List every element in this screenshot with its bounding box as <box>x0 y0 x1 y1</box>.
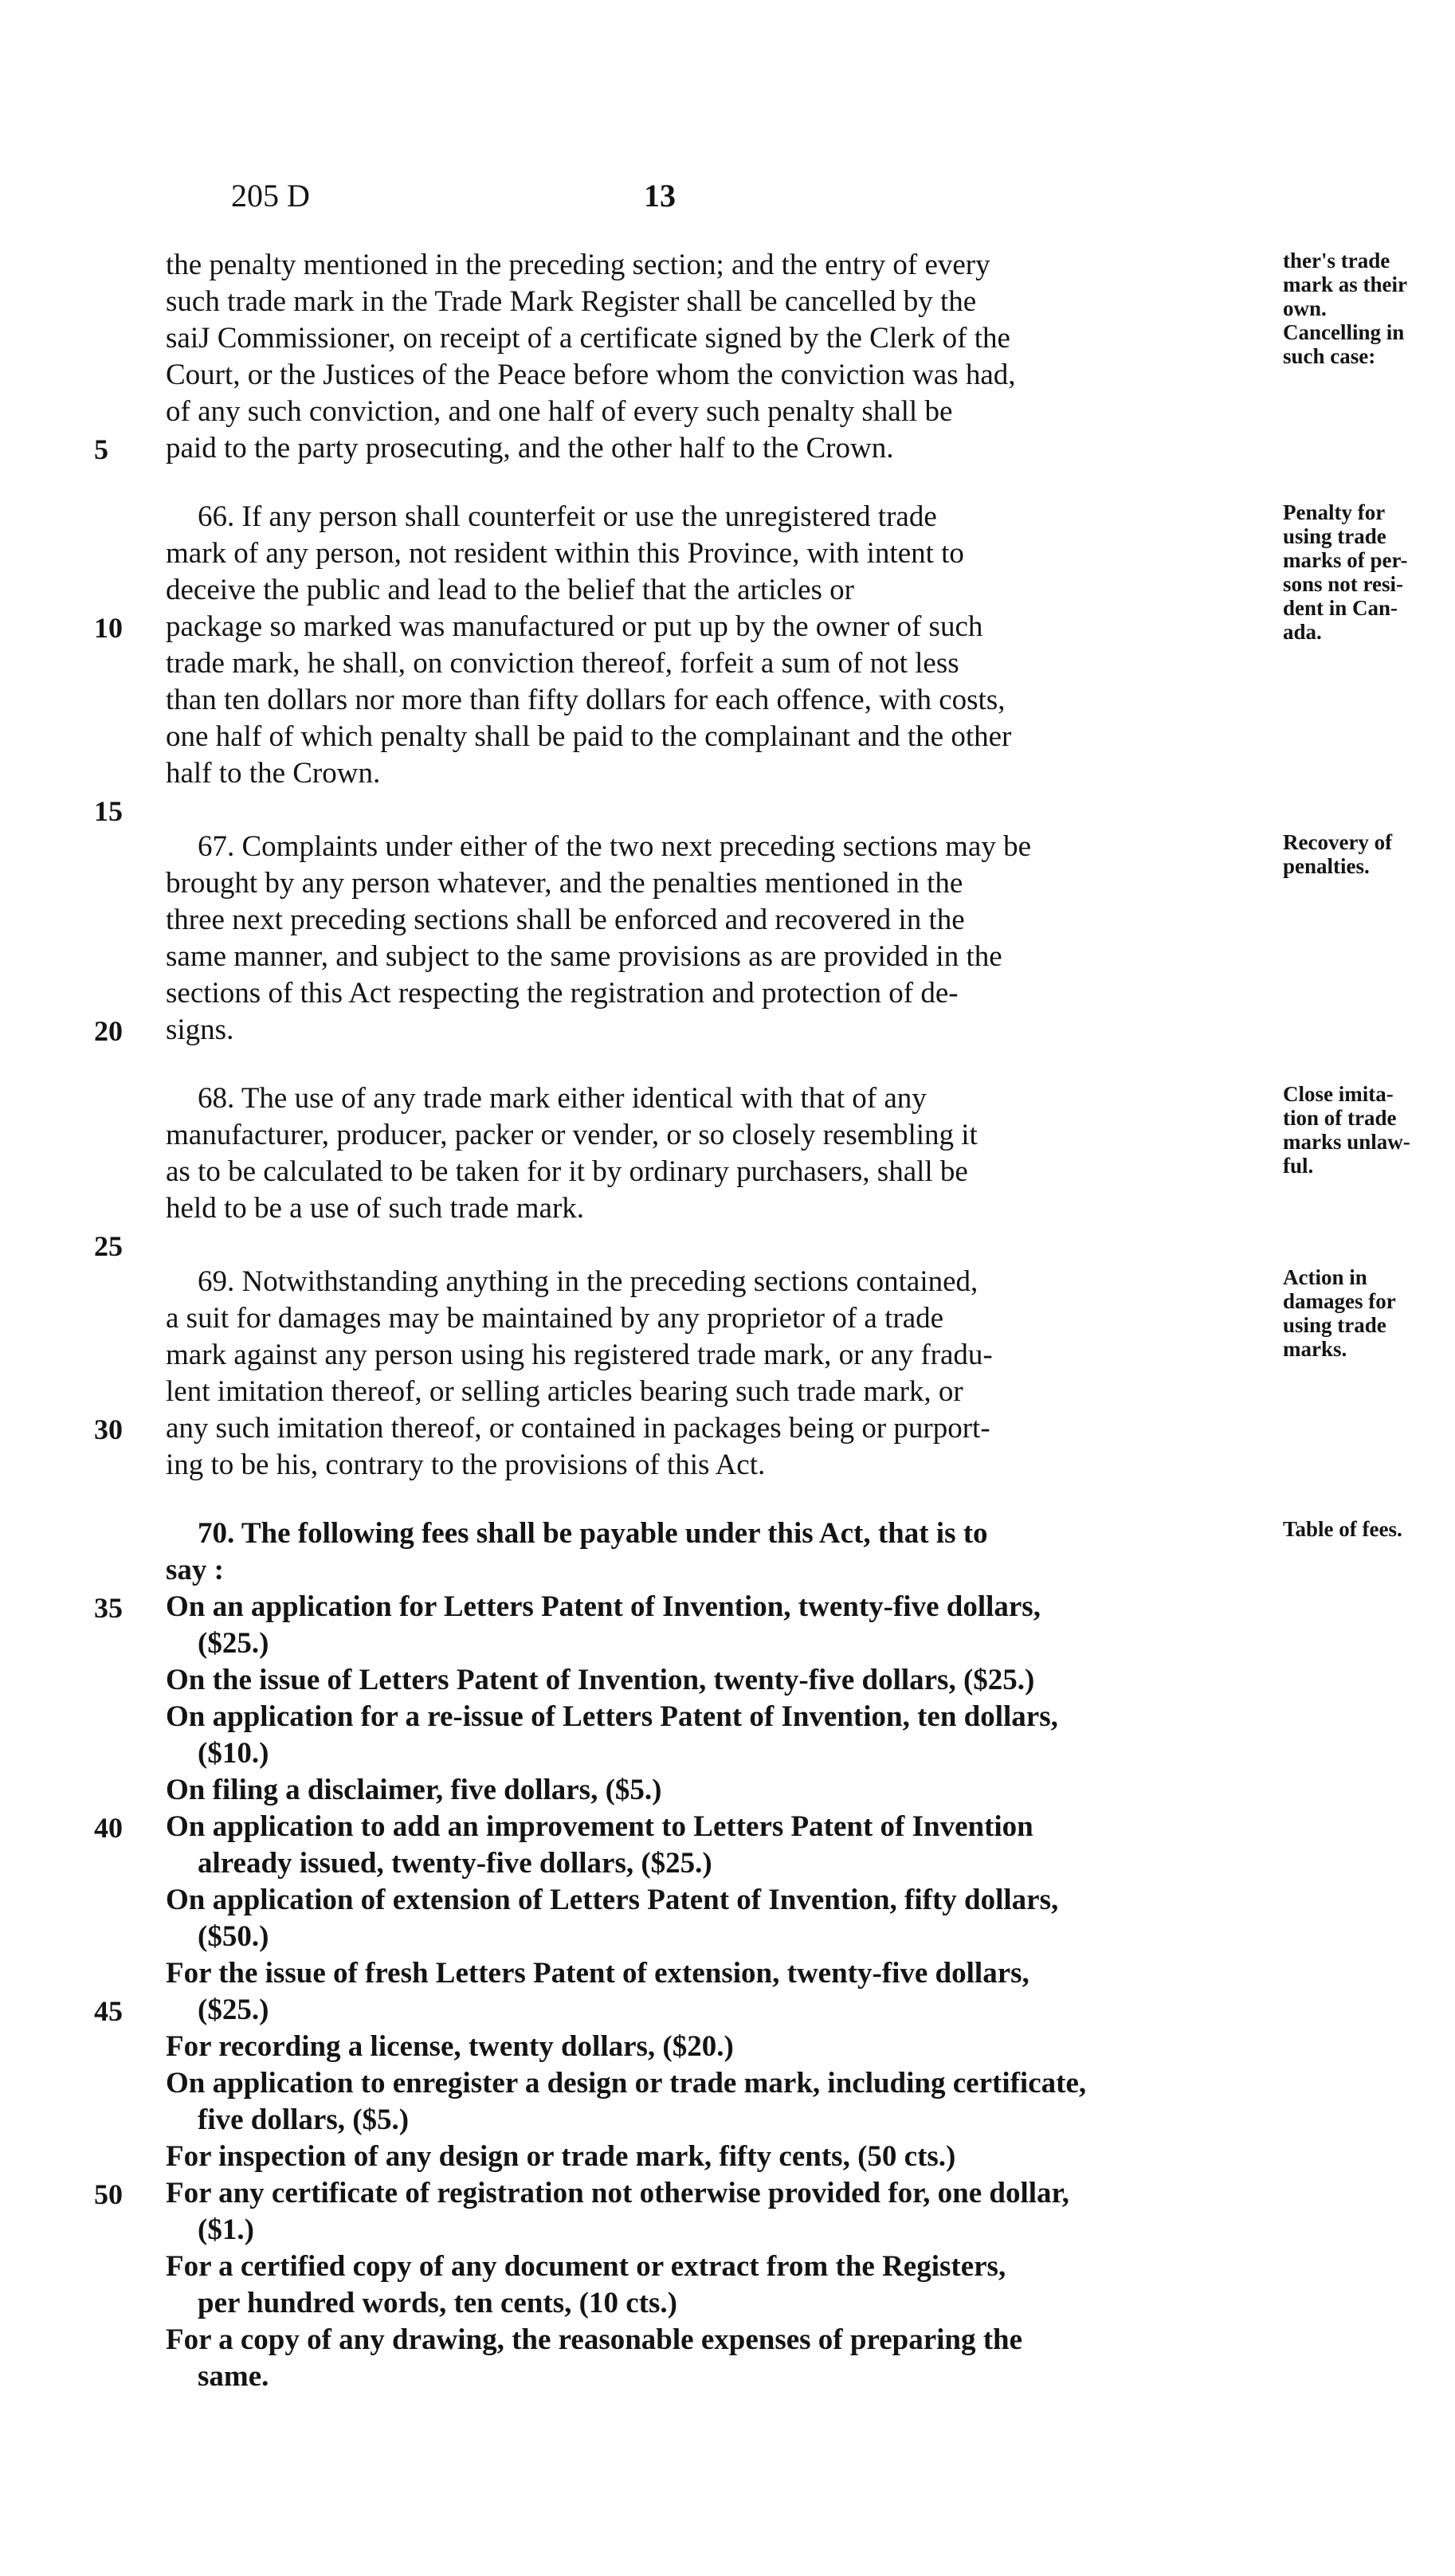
fee-line: For the issue of fresh Letters Patent of extension, twenty-five dollars, <box>166 1957 1029 1990</box>
line-number: 20 <box>94 1015 123 1047</box>
page-number: 13 <box>644 178 676 214</box>
text-line: 68. The use of any trade mark either identical with that of any <box>198 1082 927 1115</box>
text-line: Court, or the Justices of the Peace before whom the conviction was had, <box>166 359 1016 391</box>
text-line: package so marked was manufactured or put up by the owner of such <box>166 610 983 643</box>
text-line: ing to be his, contrary to the provisions of this Act. <box>166 1449 766 1481</box>
fee-amount: ($1.) <box>198 2213 254 2246</box>
line-number: 50 <box>94 2178 123 2210</box>
text-line: say : <box>166 1554 224 1586</box>
fee-line: On application of extension of Letters Patent of Invention, fifty dollars, <box>166 1884 1059 1916</box>
text-line: one half of which penalty shall be paid to the complainant and the other <box>166 720 1012 753</box>
line-number: 25 <box>94 1230 123 1262</box>
text-line: the penalty mentioned in the preceding section; and the entry of every <box>166 249 990 281</box>
fee-line: already issued, twenty-five dollars, ($25.) <box>198 1847 712 1880</box>
text-line: three next preceding sections shall be enforced and recovered in the <box>166 904 965 936</box>
fee-amount: five dollars, ($5.) <box>198 2104 410 2136</box>
fee-line: For any certificate of registration not otherwise provided for, one dollar, <box>166 2177 1069 2209</box>
text-line: half to the Crown. <box>166 757 381 790</box>
line-number: 35 <box>94 1592 123 1624</box>
section-70-fees <box>94 1515 1402 2395</box>
fee-line: On filing a disclaimer, five dollars, ($5.) <box>166 1774 662 1806</box>
text-line: mark against any person using his registered trade mark, or any fradu- <box>166 1339 993 1371</box>
fee-line: For recording a license, twenty dollars, ($20.) <box>166 2030 734 2063</box>
text-line: 66. If any person shall counterfeit or use the unregistered trade <box>198 500 937 533</box>
sidenote-penalty: Penalty for using trade marks of per- sons not resi- dent in Can- ada. <box>1283 500 1408 644</box>
fee-line: On application for a re-issue of Letters Patent of Invention, ten dollars, <box>166 1700 1058 1733</box>
sidenote-action: Action in damages for using trade marks. <box>1283 1265 1396 1361</box>
fee-line: On the issue of Letters Patent of Invention, twenty-five dollars, ($25.) <box>166 1664 1035 1696</box>
fee-amount: ($50.) <box>198 1920 269 1953</box>
text-line: brought by any person whatever, and the penalties mentioned in the <box>166 867 963 900</box>
fee-line: For a copy of any drawing, the reasonable expenses of preparing the <box>166 2323 1023 2356</box>
fee-line: For a certified copy of any document or extract from the Registers, <box>166 2250 1006 2283</box>
sidenote-cancelling: ther's trade mark as their own. Cancelling in such case: <box>1283 249 1407 368</box>
text-line: manufacturer, producer, packer or vender, or so closely resembling it <box>166 1119 978 1151</box>
fee-line: For inspection of any design or trade mark, fifty cents, (50 cts.) <box>166 2140 956 2173</box>
section-69 <box>94 1264 1396 1484</box>
text-line: 69. Notwithstanding anything in the preceding sections contained, <box>198 1265 978 1298</box>
text-line: such trade mark in the Trade Mark Register shall be cancelled by the <box>166 285 977 318</box>
text-line: of any such conviction, and one half of every such penalty shall be <box>166 395 953 428</box>
text-line: saiJ Commissioner, on receipt of a certificate signed by the Clerk of the <box>166 322 1010 355</box>
text-line: same manner, and subject to the same provisions as are provided in the <box>166 940 1002 973</box>
text-line: sections of this Act respecting the registration and protection of de- <box>166 977 959 1010</box>
text-line: as to be calculated to be taken for it by ordinary purchasers, shall be <box>166 1155 968 1188</box>
fee-amount: ($25.) <box>198 1627 269 1660</box>
page-header <box>0 177 1455 225</box>
fee-line: On application to add an improvement to Letters Patent of Invention <box>166 1810 1033 1843</box>
statute-body <box>94 247 1410 2395</box>
section-65-continued <box>94 247 1407 467</box>
text-line: any such imitation thereof, or contained in packages being or purport- <box>166 1412 990 1445</box>
sidenote-recovery: Recovery of penalties. <box>1283 830 1393 878</box>
fee-line: On an application for Letters Patent of Invention, twenty-five dollars, <box>166 1590 1041 1623</box>
text-line: a suit for damages may be maintained by any proprietor of a trade <box>166 1302 944 1335</box>
line-number: 5 <box>94 433 108 465</box>
fee-amount: ($10.) <box>198 1737 269 1770</box>
line-number: 10 <box>94 612 123 644</box>
sidenote-table-of-fees: Table of fees. <box>1283 1517 1402 1541</box>
text-line: paid to the party prosecuting, and the other half to the Crown. <box>166 432 894 465</box>
line-number: 30 <box>94 1413 123 1445</box>
fee-line: same. <box>198 2360 269 2393</box>
fee-line: per hundred words, ten cents, (10 cts.) <box>198 2287 677 2319</box>
text-line: signs. <box>166 1014 234 1046</box>
text-line: held to be a use of such trade mark. <box>166 1192 585 1225</box>
text-line: mark of any person, not resident within this Province, with intent to <box>166 537 964 570</box>
section-67 <box>94 829 1393 1049</box>
text-line: 67. Complaints under either of the two next preceding sections may be <box>198 830 1032 863</box>
sidenote-close-imitation: Close imita- tion of trade marks unlaw- ful. <box>1283 1082 1410 1178</box>
line-number: 40 <box>94 1812 123 1844</box>
text-line: trade mark, he shall, on conviction thereof, forfeit a sum of not less <box>166 647 959 680</box>
section-66 <box>94 499 1408 829</box>
line-number: 45 <box>94 1995 123 2027</box>
section-68 <box>94 1080 1410 1264</box>
text-line: lent imitation thereof, or selling articles bearing such trade mark, or <box>166 1375 963 1408</box>
document-reference: 205 D <box>231 178 310 214</box>
text-line: than ten dollars nor more than fifty dollars for each offence, with costs, <box>166 684 1006 716</box>
text-line: deceive the public and lead to the belief that the articles or <box>166 574 854 606</box>
fee-line: On application to enregister a design or trade mark, including certificate, <box>166 2067 1087 2100</box>
fee-amount: ($25.) <box>198 1994 269 2026</box>
text-line: 70. The following fees shall be payable under this Act, that is to <box>198 1517 988 1550</box>
line-number: 15 <box>94 795 123 827</box>
